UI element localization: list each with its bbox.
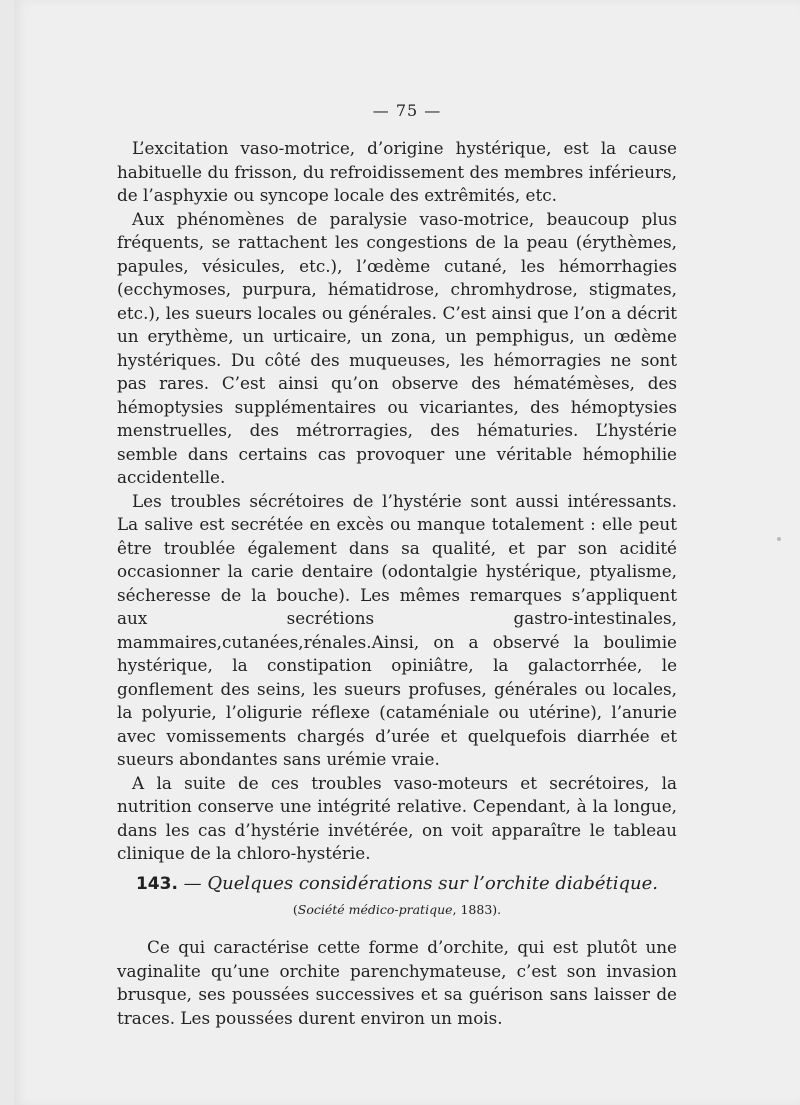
book-page	[14, 0, 800, 1105]
paragraph-nutrition: A la suite de ces troubles vaso-moteurs et secrétoires, la nutrition conserve une intégrité relative. Cependant, à la longue, dans les cas d’hystérie invétérée, on voit apparaître le tableau clinique de la chloro-hystérie.	[117, 772, 677, 863]
section-source	[117, 902, 677, 917]
page-number: — 75 —	[372, 101, 442, 120]
source-year: , 1883).	[452, 902, 502, 917]
section-dash: —	[177, 873, 208, 894]
section-body	[117, 936, 677, 1030]
section-number: 143.	[135, 874, 178, 894]
source-organization: Société médico-pratique	[297, 902, 453, 917]
paper-spot	[777, 537, 781, 541]
paragraph-secretory-troubles: Les troubles sécrétoires de l’hystérie sont aussi intéressants. La salive est secrétée en excès ou manque totalement : elle peut être troublée également dans sa qualité, et par son acidité occasionner la carie dentaire (odontalgie hystérique, ptyalisme, sécheresse de la bouche). Les mêmes remarques s’appliquent aux secrétions gastro-intestinales, mammaires,cutanées,rénales.Ainsi, on a observé la boulimie hystérique, la constipation opiniâtre, la galactorrhée, le gonflement des seins, les sueurs profuses, générales ou locales, la polyurie, l’oligurie réflexe (cataméniale ou utérine), l’anurie avec vomissements chargés d’urée et quelquefois diarrhée et sueurs abondantes sans urémie vraie.	[117, 490, 677, 769]
section-heading	[117, 873, 677, 894]
body-text	[117, 137, 677, 866]
source-prefix: (	[292, 902, 298, 917]
paragraph-vasomotor-paralysis: Aux phénomènes de paralysie vaso-motrice, beaucoup plus fréquents, se rattachent les congestions de la peau (érythèmes, papules, vésicules, etc.), l’œdème cutané, les hémorrhagies (ecchymoses, purpura, hématidrose, chromhydrose, stigmates, etc.), les sueurs locales ou générales. C’est ainsi que l’on a décrit un erythème, un urticaire, un zona, un pemphigus, un œdème hystériques. Du côté des muqueuses, les hémorragies ne sont pas rares. C’est ainsi qu’on observe des hématémèses, des hémoptysies supplémentaires ou vicariantes, des hémoptysies menstruelles, des métrorragies, des hématuries. L’hystérie semble dans certains cas provoquer une véritable hémophilie accidentelle.	[117, 208, 677, 487]
section-title: Quelques considérations sur l’orchite diabétique.	[207, 873, 659, 894]
paragraph-orchite: Ce qui caractérise cette forme d’orchite, qui est plutôt une vaginalite qu’une orchite parenchymateuse, c’est son invasion brusque, ses poussées successives et sa guérison sans laisser de traces. Les poussées durent environ un mois.	[117, 937, 677, 1028]
paragraph-vasomotor-excitation: L’excitation vaso-motrice, d’origine hystérique, est la cause habituelle du frisson, du refroidissement des membres inférieurs, de l’asphyxie ou syncope locale des extrêmités, etc.	[117, 138, 677, 205]
